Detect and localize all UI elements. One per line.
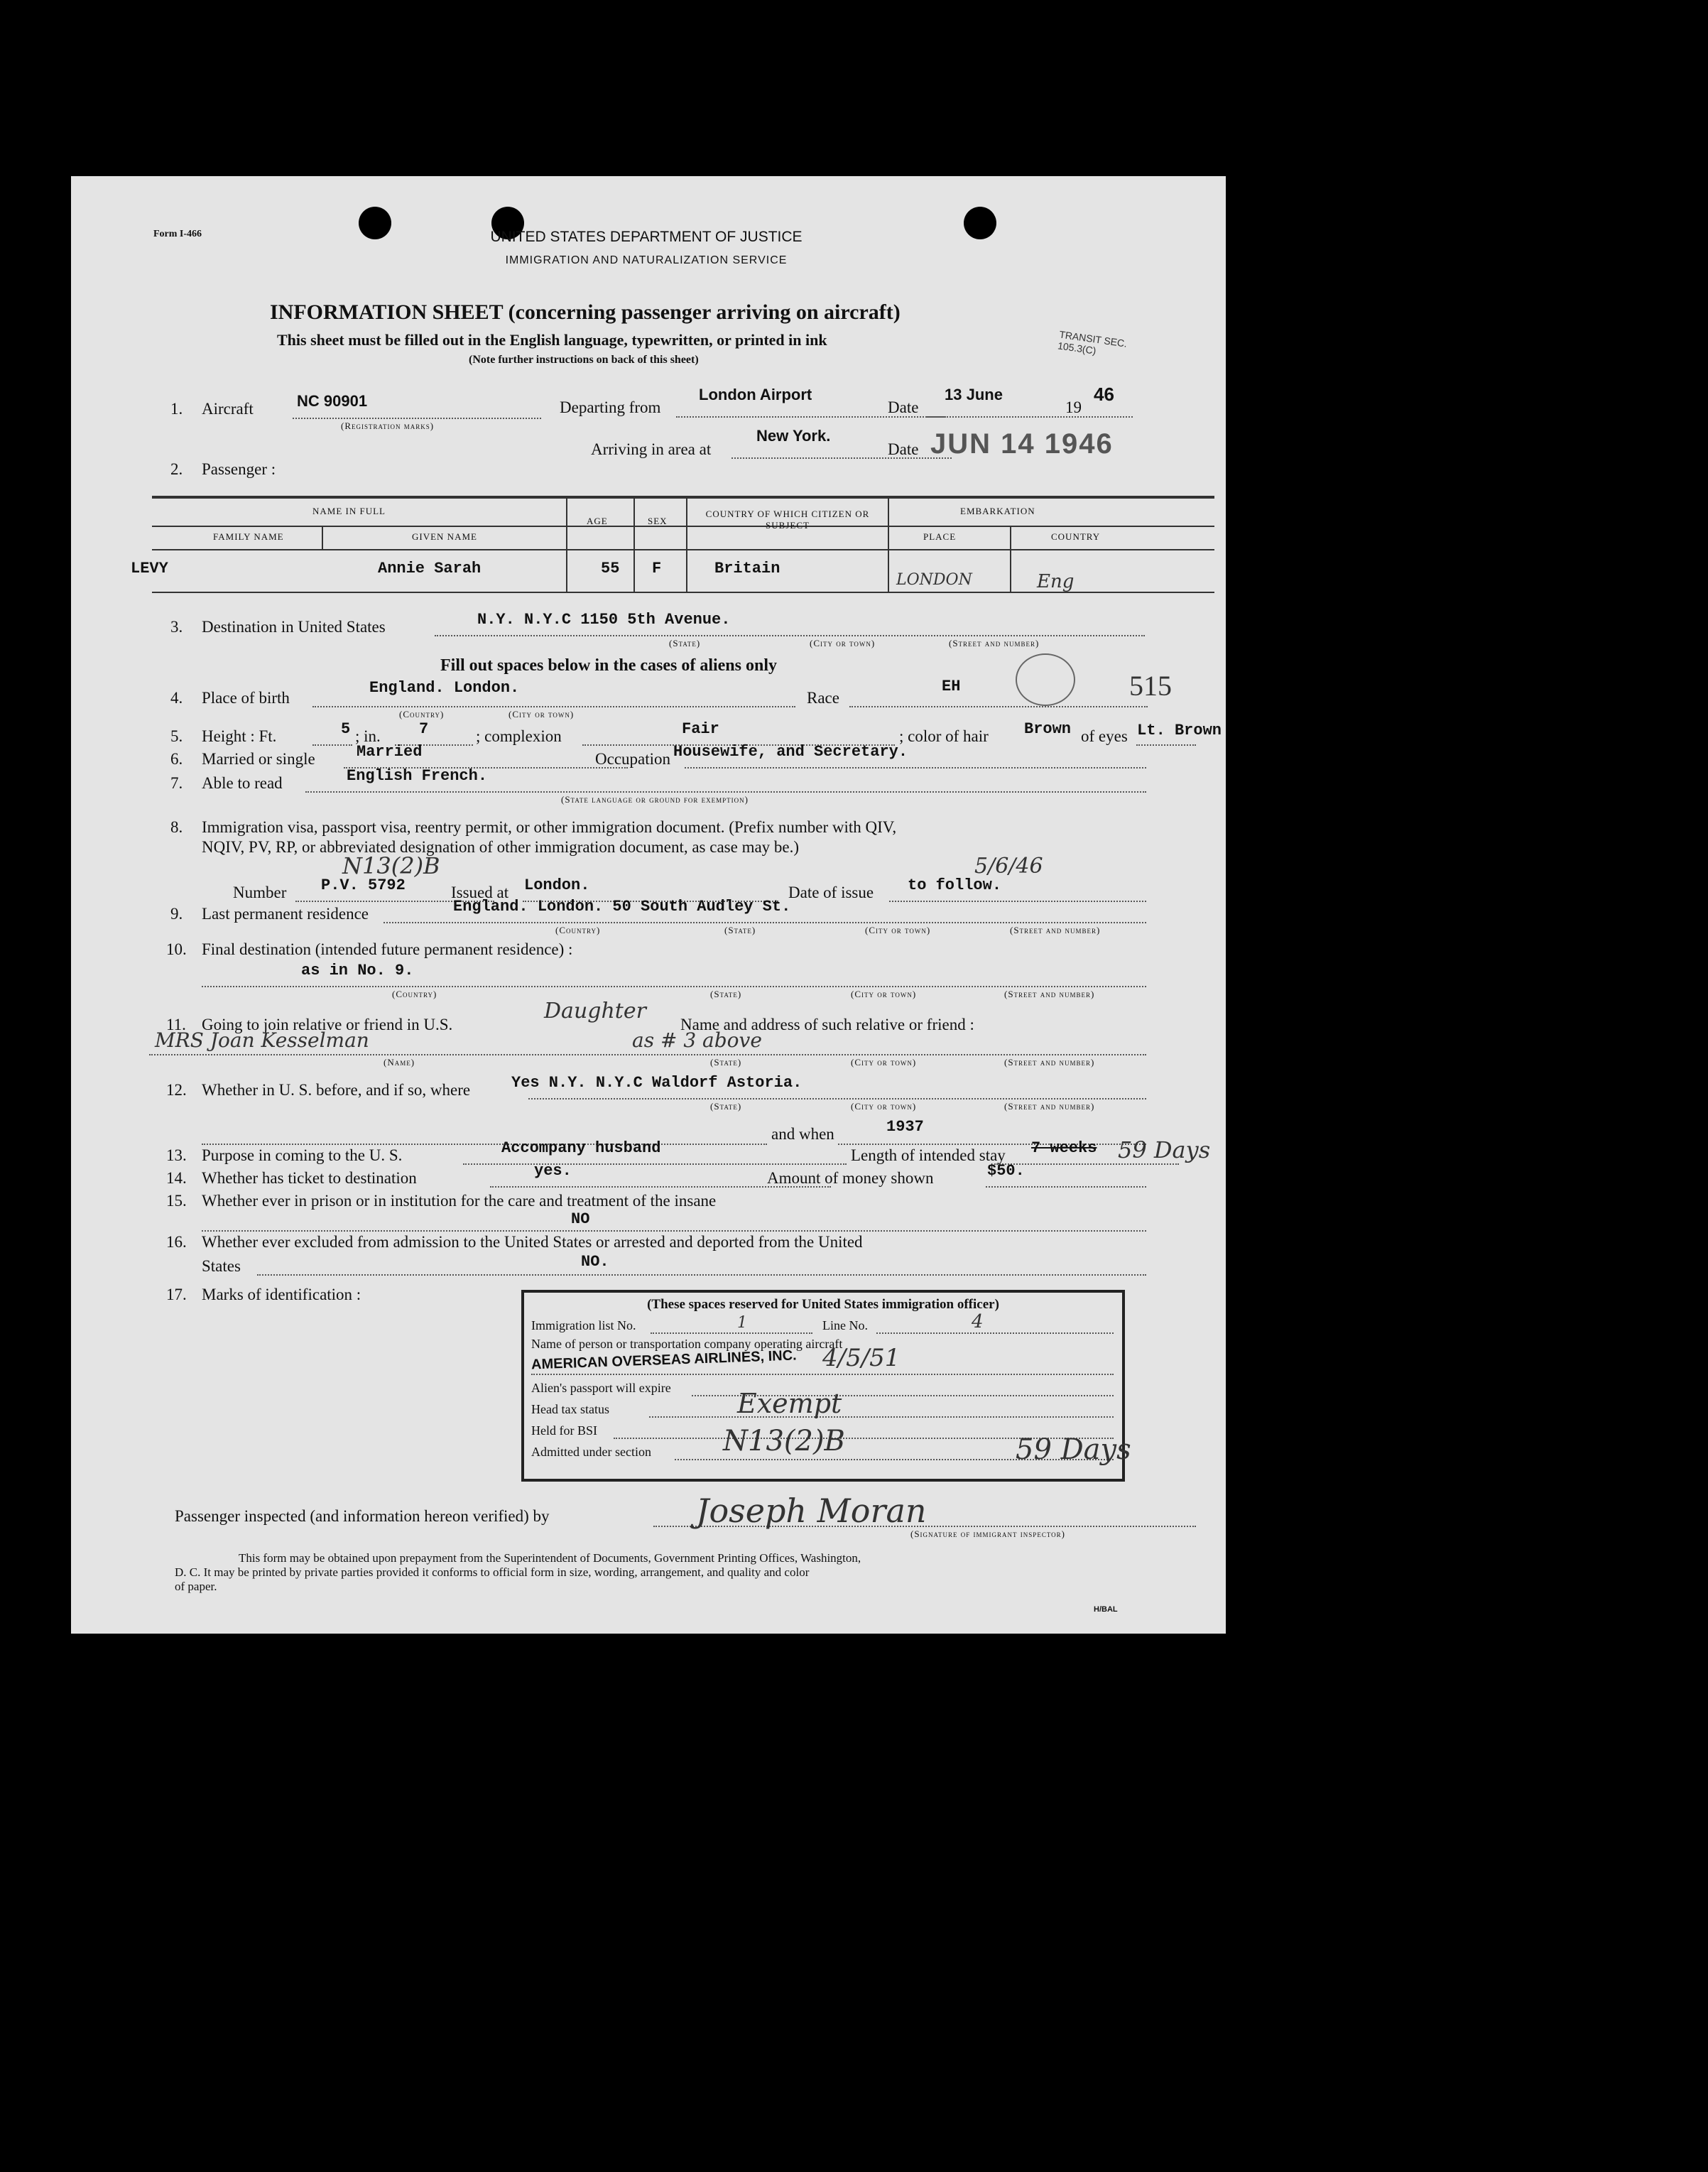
caption: (State) [724,925,756,935]
department-title: UNITED STATES DEPARTMENT OF JUSTICE [490,229,803,245]
admitted-handwritten: N13(2)B [723,1425,845,1457]
prison-value: NO [571,1210,590,1228]
visa-number: P.V. 5792 [321,876,406,894]
form-instruction: This sheet must be filled out in the English language, typewritten, or printed in ink [277,331,827,349]
join-label: Going to join relative or friend in U.S. [202,1016,453,1033]
when-label: and when [771,1125,834,1143]
operator-stamp: AMERICAN OVERSEAS AIRLINES, INC. [531,1347,798,1373]
purpose-label: Purpose in coming to the U. S. [202,1146,403,1164]
cell-family-name: LEVY [131,560,168,577]
height-in-value: 7 [419,720,429,738]
cell-place: LONDON [896,571,972,589]
visa-class-handwritten: N13(2)B [342,852,440,879]
arrival-date-label: Date [888,440,919,458]
cell-age: 55 [601,560,620,577]
item-number: 10. [166,940,187,958]
cell-sex: F [652,560,662,577]
col-emb-country: COUNTRY [1051,531,1101,542]
head-tax-handwritten: Exempt [737,1388,842,1419]
height-ft-label: Height : Ft. [202,727,277,745]
caption: (Country) [392,989,437,999]
caption: (State) [669,638,701,648]
issued-at-value: London. [524,876,590,894]
item-number: 1. [170,400,183,418]
cell-citizen: Britain [714,560,780,577]
margin-number: 515 [1129,670,1172,702]
when-value: 1937 [886,1118,924,1136]
relation-handwritten: Daughter [544,999,646,1023]
footer-line2: D. C. It may be printed by private parties provided it conforms to official form in size, wording, arrangement, and quality and color [175,1565,810,1579]
caption: (State language or ground for exemption) [561,794,749,805]
caption: (City or town) [851,1101,917,1112]
item-number: 13. [166,1146,187,1164]
caption: (State) [710,1101,742,1112]
purpose-value: Accompany husband [501,1139,661,1157]
complexion-label: ; complexion [476,727,562,745]
issue-date-label: Date of issue [788,884,874,901]
race-label: Race [807,689,839,707]
transit-stamp: TRANSIT SEC. 105.3(C) [1057,328,1128,357]
excluded-value: NO. [581,1253,609,1271]
inspected-label: Passenger inspected (and information hereon verified) by [175,1507,550,1525]
relative-name-handwritten: MRS Joan Kesselman [155,1028,369,1052]
caption: (City or town) [851,1057,917,1068]
hair-value: Brown [1024,720,1072,738]
line-label: Line No. [822,1318,868,1332]
list-label: Immigration list No. [531,1318,636,1332]
birthplace-label: Place of birth [202,689,290,707]
aliens-heading: Fill out spaces below in the cases of aliens only [440,656,778,675]
caption: (Street and number) [1004,1101,1095,1112]
caption: (Street and number) [949,638,1040,648]
read-label: Able to read [202,774,283,792]
number-label: Number [233,884,287,901]
money-value: $50. [987,1162,1025,1180]
visa-label-line2: NQIV, PV, RP, or abbreviated designation of other immigration document, as case may be.) [202,838,800,856]
date-label: Date [888,398,919,416]
marks-label: Marks of identification : [202,1286,361,1303]
item-number: 15. [166,1192,187,1210]
passenger-label: Passenger : [202,460,276,478]
date-value: 13 June [945,386,1003,403]
eyes-value: Lt. Brown [1137,722,1222,739]
arriving-value: New York. [756,427,831,445]
head-tax-label: Head tax status [531,1402,609,1416]
stay-value: 7 weeks [1031,1139,1097,1157]
caption: (City or town) [851,989,917,999]
item-number: 2. [170,460,183,478]
aircraft-value: NC 90901 [297,392,368,410]
admitted-days-handwritten: 59 Days [1016,1433,1131,1466]
form-note: (Note further instructions on back of this sheet) [469,354,699,366]
final-dest-value: as in No. 9. [301,962,414,979]
ticket-value: yes. [534,1162,572,1180]
signature-caption: (Signature of immigrant inspector) [910,1528,1065,1539]
bsi-label: Held for BSI [531,1423,597,1438]
arriving-label: Arriving in area at [591,440,712,458]
occupation-value: Housewife, and Secretary. [673,743,908,761]
item-number: 7. [170,774,183,792]
complexion-value: Fair [682,720,719,738]
caption: (Country) [399,709,445,720]
item-number: 8. [170,818,183,836]
punch-hole [964,207,996,239]
col-family-name: FAMILY NAME [213,531,284,542]
list-value: 1 [737,1314,747,1332]
residence-label: Last permanent residence [202,905,369,923]
col-citizenship: COUNTRY OF WHICH CITIZEN OR SUBJECT [705,509,870,531]
item-number: 3. [170,618,183,636]
caption: (City or town) [865,925,931,935]
item-number: 5. [170,727,183,745]
eyes-label: of eyes [1081,727,1128,745]
ticket-label: Whether has ticket to destination [202,1169,417,1187]
form-number: Form I-466 [153,229,202,239]
marital-value: Married [357,743,423,761]
item-number: 14. [166,1169,187,1187]
item-number: 9. [170,905,183,923]
stay-label: Length of intended stay [851,1146,1006,1164]
year-prefix: 19 [1065,398,1082,416]
caption: (State) [710,1057,742,1068]
issue-date-value: to follow. [908,876,1002,894]
footer-line3: of paper. [175,1580,217,1593]
form-sheet [71,176,1226,1634]
caption: (Street and number) [1004,989,1095,999]
admitted-label: Admitted under section [531,1445,651,1459]
item-number: 4. [170,689,183,707]
previous-visit-label: Whether in U. S. before, and if so, where [202,1081,471,1099]
officer-box-title: (These spaces reserved for United States immigration officer) [647,1297,999,1312]
issued-at-label: Issued at [451,884,509,901]
form-title: INFORMATION SHEET (concerning passenger arriving on aircraft) [270,300,901,324]
residence-value: England. London. 50 South Audley St. [453,898,791,916]
height-in-label: ; in. [355,727,381,745]
print-code: H/BAL [1094,1605,1118,1614]
col-name-in-full: NAME IN FULL [312,506,386,516]
occupation-label: Occupation [595,750,671,768]
col-place: PLACE [923,531,957,542]
excluded-label-2: States [202,1257,241,1275]
item-number: 11. [166,1016,186,1033]
destination-value: N.Y. N.Y.C 1150 5th Avenue. [477,611,731,629]
caption: (Name) [384,1057,415,1068]
marital-label: Married or single [202,750,315,768]
height-ft-value: 5 [341,720,351,738]
footer-line1: This form may be obtained upon prepayment from the Superintendent of Documents, Government Printing Offices, Washington, [239,1551,861,1565]
year-value: 46 [1094,384,1114,405]
visa-date-handwritten: 5/6/46 [974,854,1043,879]
passport-expire-label: Alien's passport will expire [531,1381,671,1395]
col-age: AGE [587,516,608,526]
col-given-name: GIVEN NAME [412,531,477,542]
aircraft-label: Aircraft [202,400,254,418]
caption: (Street and number) [1004,1057,1095,1068]
col-embarkation: EMBARKATION [960,506,1035,516]
previous-visit-value: Yes N.Y. N.Y.C Waldorf Astoria. [511,1074,803,1092]
hair-label: ; color of hair [899,727,989,745]
money-label: Amount of money shown [767,1169,934,1187]
cell-country: Eng [1037,571,1075,592]
operator-label: Name of person or transportation company operating aircraft [531,1337,843,1351]
caption: (Street and number) [1010,925,1101,935]
inspector-signature: Joseph Moran [696,1492,927,1530]
hand-circle-mark [1016,653,1075,706]
operator-handwritten: 4/5/51 [822,1344,901,1372]
item-number: 12. [166,1081,187,1099]
visa-label-line1: Immigration visa, passport visa, reentry permit, or other immigration document. (Prefix number with QIV, [202,818,897,836]
read-value: English French. [347,767,488,785]
caption: (City or town) [508,709,575,720]
service-title: IMMIGRATION AND NATURALIZATION SERVICE [505,254,788,266]
departing-value: London Airport [699,386,812,403]
cell-given-name: Annie Sarah [378,560,482,577]
relative-address-handwritten: as # 3 above [632,1028,762,1052]
caption: (Country) [555,925,601,935]
final-dest-label: Final destination (intended future permanent residence) : [202,940,573,958]
prison-label: Whether ever in prison or in institution for the care and treatment of the insane [202,1192,717,1210]
departing-label: Departing from [560,398,661,416]
reg-marks-caption: (Registration marks) [341,420,435,431]
line-value: 4 [972,1311,984,1332]
caption: (State) [710,989,742,999]
arrival-date-stamp: JUN 14 1946 [930,428,1114,460]
excluded-label: Whether ever excluded from admission to the United States or arrested and deported from the United [202,1233,863,1251]
item-number: 17. [166,1286,187,1303]
col-sex: SEX [648,516,668,526]
punch-hole [359,207,391,239]
birthplace-value: England. London. [369,679,520,697]
relative-address-label: Name and address of such relative or friend : [680,1016,974,1033]
item-number: 16. [166,1233,187,1251]
destination-label: Destination in United States [202,618,386,636]
stay-handwritten: 59 Days [1118,1136,1211,1163]
caption: (City or town) [810,638,876,648]
race-value: EH [942,678,961,695]
item-number: 6. [170,750,183,768]
